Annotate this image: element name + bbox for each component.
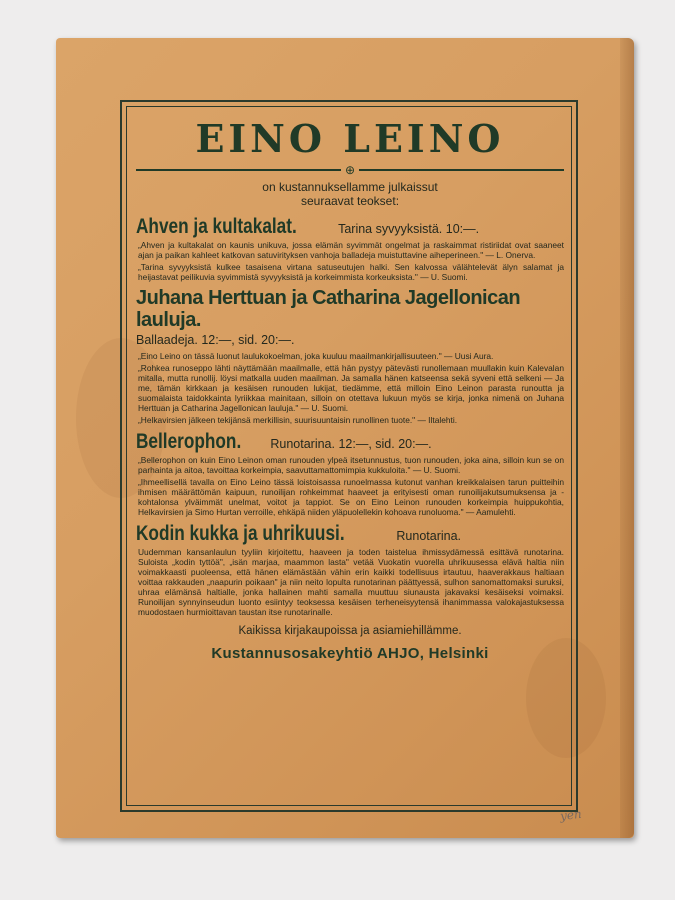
book-heading [136, 523, 564, 545]
book-heading [136, 287, 564, 349]
availability-note: Kaikissa kirjakaupoissa ja asiamiehillämme. [238, 625, 462, 637]
book-title: Bellerophon. [136, 430, 242, 453]
advertisement-content [136, 110, 564, 810]
title-divider [136, 164, 564, 176]
review-quote: „Helkavirsien jälkeen tekijänsä merkillisin, suurisuuntaisin runollinen tuote." — Iltalehti. [138, 415, 458, 425]
intro-line: seuraavat teokset: [300, 194, 400, 208]
book-subtitle: Runotarina. 12:—, sid. 20:—. [270, 437, 432, 451]
review-quote: „Ihmeellisellä tavalla on Eino Leino tässä loistoisassa runoelmassa kutonut vanhan kreikkalaisen tarun puitteihin ihmisen määrättömän kaipuun, runoilijan rohkeimmat haaveet ja erityisesti oman runoilijakutsumuksensa ja -kohtalonsa ylväimmät unelmat, voitot ja tappiot. Se on Eino Leinon runouden korkeimpia huippukohtia, Helkavirsien ja Simo Hurtan verroille, ehkäpä niiden yläpuolellekin kohoava runoluoma." — Aamulehti. [138, 477, 564, 517]
book-subtitle: Runotarina. [396, 529, 462, 543]
intro-text [136, 180, 564, 208]
intro-line: on kustannuksellamme julkaissut [262, 180, 438, 194]
divider-rule-right [359, 169, 564, 171]
review-quote: „Bellerophon on kuin Eino Leinon oman runouden ylpeä itsetunnustus, tuon runouden, joka aina, silloin kun se on parhainta ja aitoa, tavoittaa korkeimpia, saavuttamattomimpia kukkuloita." — U. Suomi. [138, 455, 564, 475]
book-description: Uudemman kansanlaulun tyyliin kirjoitettu, haaveen ja toden taistelua ihmissydämessä esittävä runotarina. Suloista „kodin tyttöä", „isän marjaa, maammon lasta" vetää Vuokatin vuorella uhrikuusessa elävä haltia niin voimakkaasti puoleensa, että hänen elämästään vähin erin kaikki todellisuus irtautuu, haaverakkaus haltiaan voittaa rakkauden „naapurin poikaan" ja niin neito lopulta runotarinan päättyessä, sulhon sanomattomaksi suruksi, uhraa elämänsä haltialle, jonka hallainen mahti samalla muuttuu siunausta jakavaksi kesäiseksi voimaksi. Runoilijan synnyinseudun luonto esiintyy teoksessa kesäisen terheneisyytensä ihanimmassa valokajastuksessa muodostaen hurmioittavan taustan itse runotarinalle. [138, 547, 564, 617]
cover-edge [620, 38, 634, 838]
publisher-name: Kustannusosakeyhtiö AHJO, Helsinki [211, 645, 489, 662]
review-quote: „Rohkea runoseppo lähti näyttämään maailmalle, että hän pystyy pätevästi runollemaan muullakin kuin Kalevalan mitalla, mutta runollij. löysi matkalla uuden maailman. Ja samalla hänen katseensa sekä syveni että selkeni — Ja me, tämän kirkkaan ja kesäisen runouden lukijat, tiedämme, että milloin Eino Leinon parasta runoutta ja suomalaista taidokkainta lyriikkaa mainitaan, silloin on otettava lukuun myös se kirja, jonka nimenä on Juhana Herttuan ja Catharina Jagellonican lauluja." — U. Suomi. [138, 363, 564, 413]
book-heading [136, 216, 564, 238]
book-subtitle: Ballaadeja. 12:—, sid. 20:—. [136, 333, 295, 347]
ornament-icon: ⊕ [344, 163, 356, 177]
book-heading [136, 431, 564, 453]
handwritten-note: yen [559, 806, 583, 824]
review-quote: „Ahven ja kultakalat on kaunis unikuva, jossa elämän syvimmät ongelmat ja raskaimmat ristiriidat ovat saaneet ajan ja paikan kahleet katkovan satuvirityksen vanhoja balladeja muistuttavine aiheperineen." — L. Onerva. [138, 240, 564, 260]
divider-rule-left [136, 169, 341, 171]
author-title: EINO LEINO [195, 116, 505, 161]
advertisement-frame [120, 100, 578, 812]
book-title: Juhana Herttuan ja Catharina Jagellonican lauluja. [136, 287, 521, 331]
book-subtitle: Tarina syvyyksistä. 10:—. [338, 222, 480, 236]
book-back-cover [56, 38, 634, 838]
review-quote: „Eino Leino on tässä luonut laulukokoelman, joka kuuluu maailmankirjallisuuteen." — Uusi Aura. [138, 351, 494, 361]
book-title: Kodin kukka ja uhrikuusi. [136, 522, 345, 545]
book-title: Ahven ja kultakalat. [136, 215, 297, 238]
review-quote: „Tarina syvyyksistä kulkee tasaisena virtana satuseutujen halki. Sen kalvossa välähtelevät älyn salamat ja heijastavat peilikuvia syvimmistä syvyyksistä ja korkeimmista korkeuksista." — U. Suomi. [138, 262, 564, 282]
